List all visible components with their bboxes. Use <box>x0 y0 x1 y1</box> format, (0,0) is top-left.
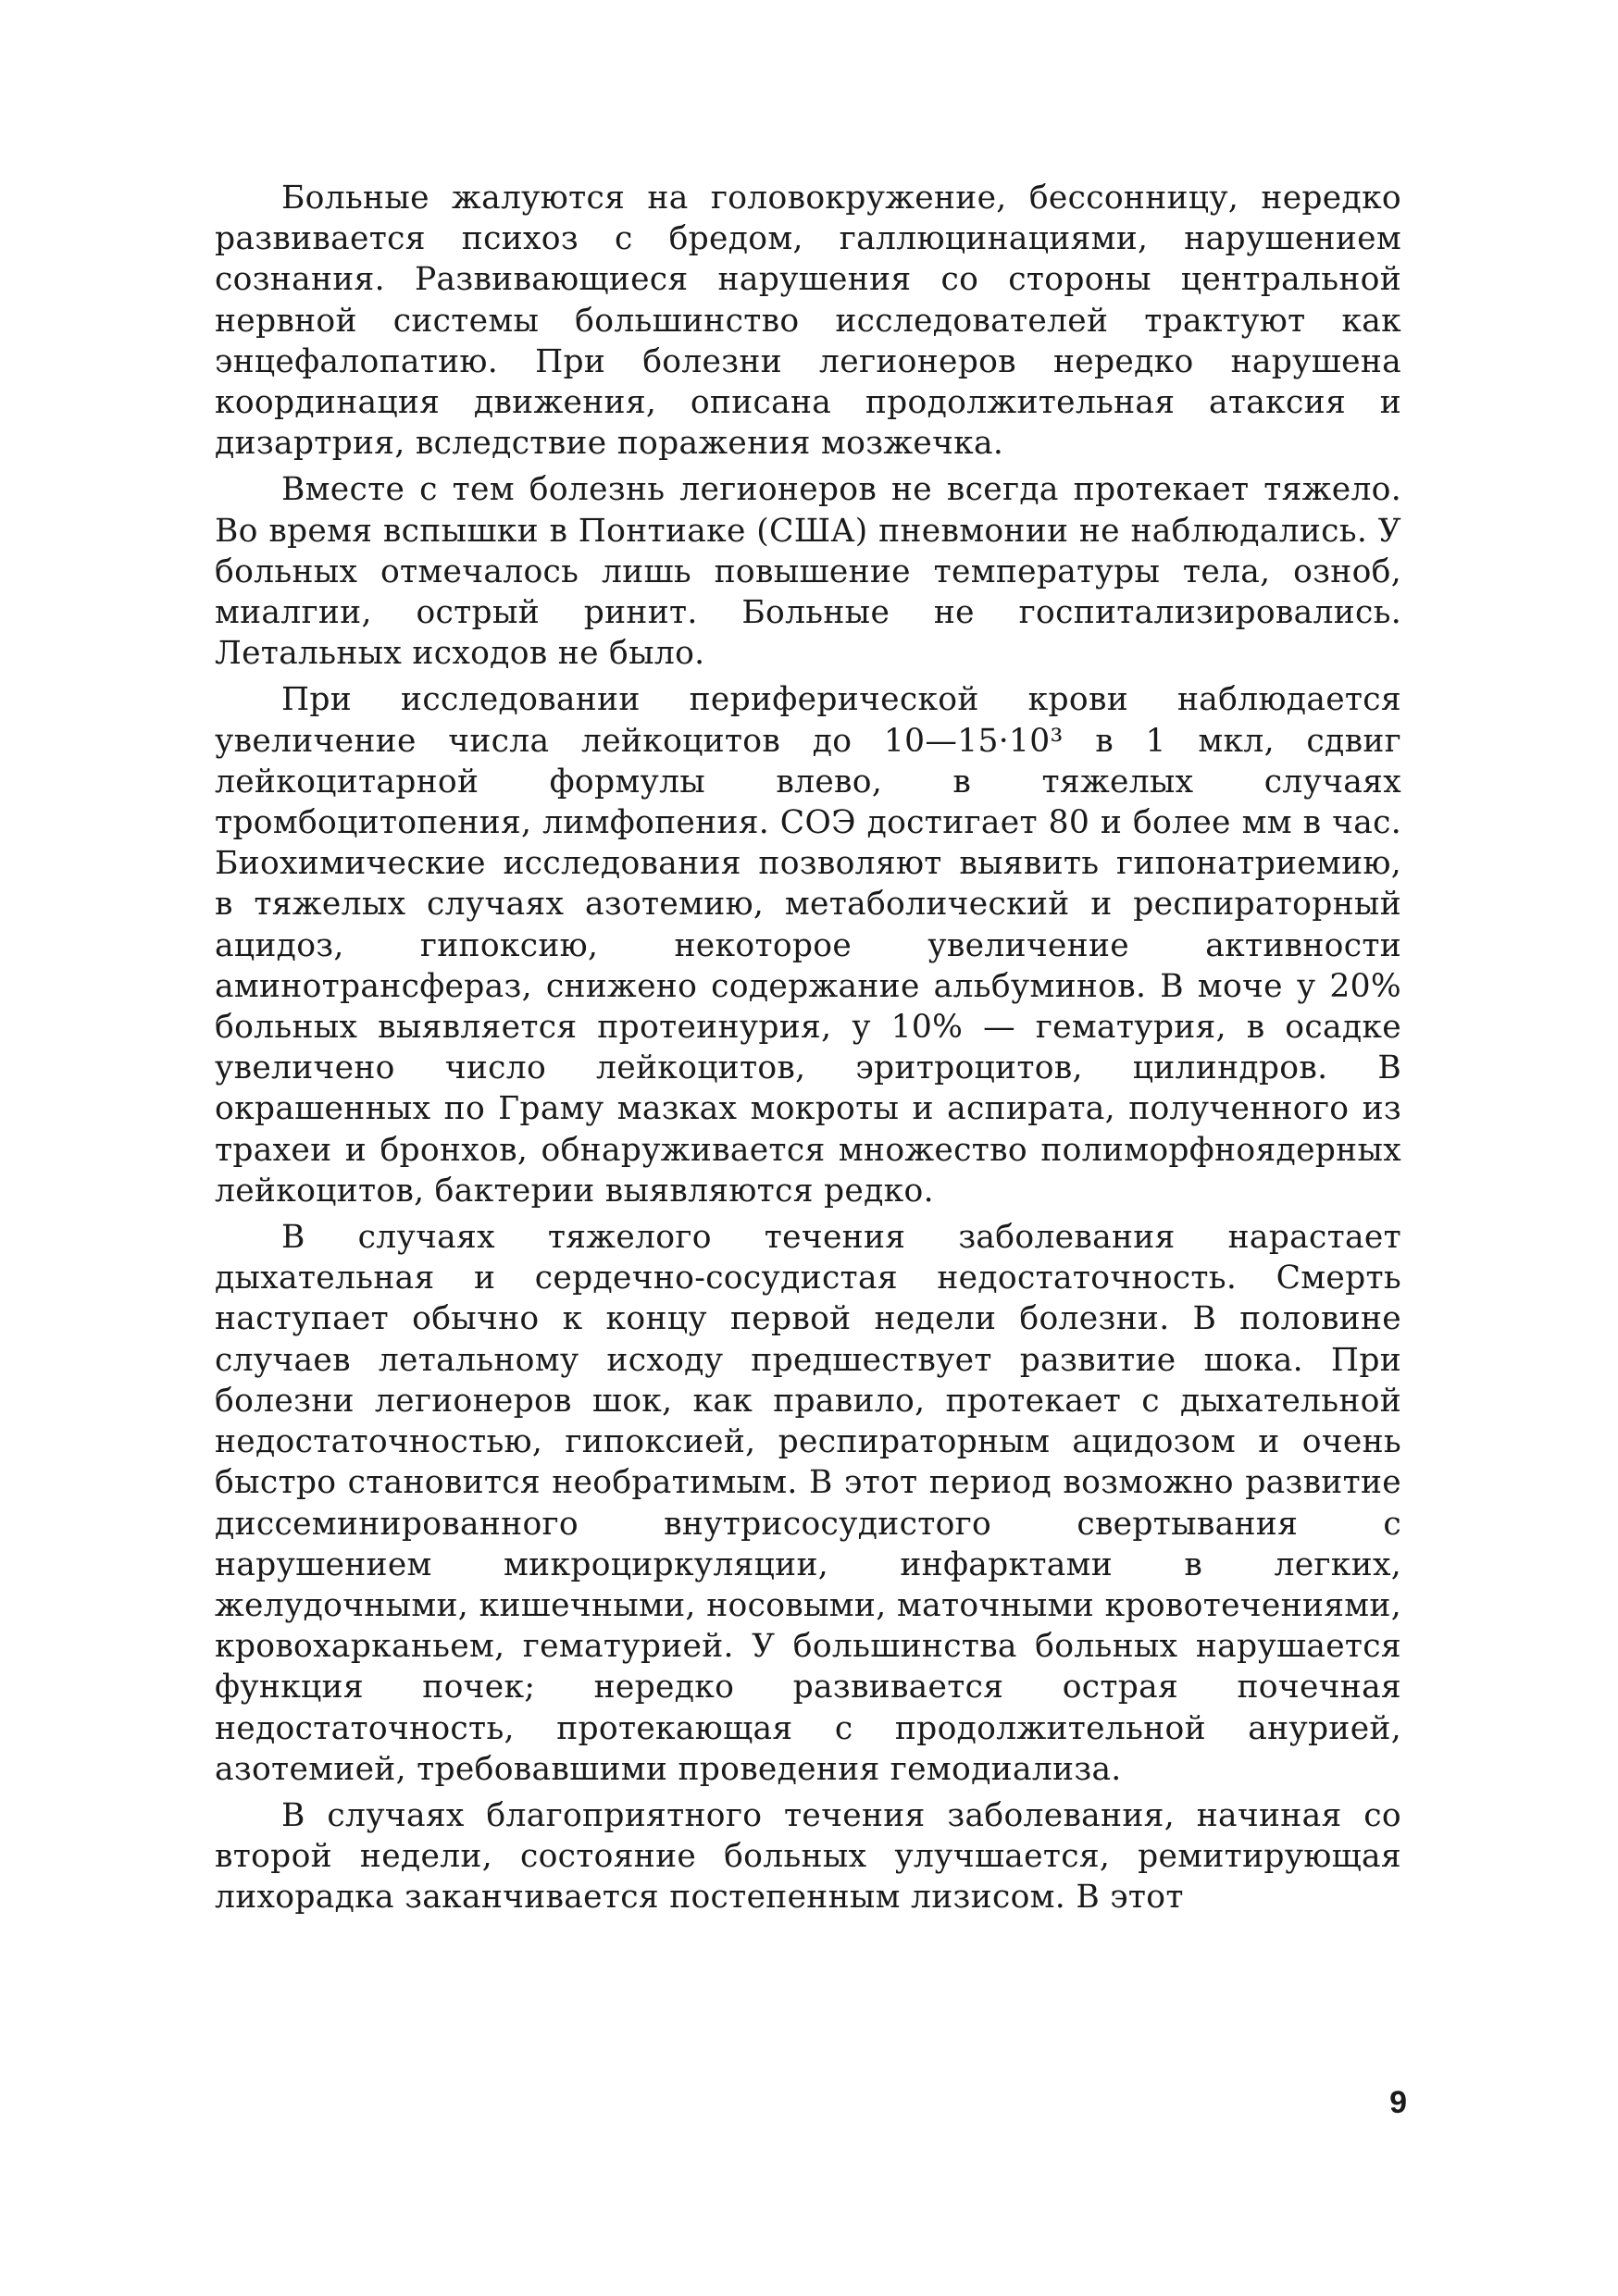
paragraph-4: В случаях тяжелого течения заболевания нарастает дыхательная и сердечно-сосудистая недостаточность. Смерть наступает обычно к концу первой недели болезни. В половине случаев летальному исходу предшествует развитие шока. При болезни легионеров шок, как правило, протекает с дыхательной недостаточностью, гипоксией, респираторным ацидозом и очень быстро становится необратимым. В этот период возможно развитие диссеминированного внутрисосудистого свертывания с нарушением микроциркуляции, инфарктами в легких, желудочными, кишечными, носовыми, маточными кровотечениями, кровохарканьем, гематурией. У большинства больных нарушается функция почек; нередко развивается острая почечная недостаточность, протекающая с продолжительной анурией, азотемией, требовавшими проведения гемодиализа. <box>215 1219 1401 1788</box>
paragraph-3: При исследовании периферической крови наблюдается увеличение числа лейкоцитов до 10—15·10³ в 1 мкл, сдвиг лейкоцитарной формулы влево, в тяжелых случаях тромбоцитопения, лимфопения. СОЭ достигает 80 и более мм в час. Биохимические исследования позволяют выявить гипонатриемию, в тяжелых случаях азотемию, метаболический и респираторный ацидоз, гипоксию, некоторое увеличение активности аминотрансфераз, снижено содержание альбуминов. В моче у 20% больных выявляется протеинурия, у 10% — гематурия, в осадке увеличено число лейкоцитов, эритроцитов, цилиндров. В окрашенных по Граму мазках мокроты и аспирата, полученного из трахеи и бронхов, обнаруживается множество полиморфноядерных лейкоцитов, бактерии выявляются редко. <box>215 681 1401 1210</box>
paragraph-1: Больные жалуются на головокружение, бессонницу, нередко развивается психоз с бредом, галлюцинациями, нарушением сознания. Развивающиеся нарушения со стороны центральной нервной системы большинство исследователей трактуют как энцефалопатию. При болезни легионеров нередко нарушена координация движения, описана продолжительная атаксия и дизартрия, вследствие поражения мозжечка. <box>215 180 1401 463</box>
paragraph-5: В случаях благоприятного течения заболевания, начиная со второй недели, состояние больных улучшается, ремитирующая лихорадка заканчивается постепенным лизисом. В этот <box>215 1796 1401 1917</box>
page-number: 9 <box>1389 2085 1407 2120</box>
body-text <box>215 178 1401 1924</box>
paragraph-2: Вместе с тем болезнь легионеров не всегда протекает тяжело. Во время вспышки в Понтиаке (США) пневмонии не наблюдались. У больных отмечалось лишь повышение температуры тела, озноб, миалгии, острый ринит. Больные не госпитализировались. Летальных исходов не было. <box>215 471 1401 673</box>
